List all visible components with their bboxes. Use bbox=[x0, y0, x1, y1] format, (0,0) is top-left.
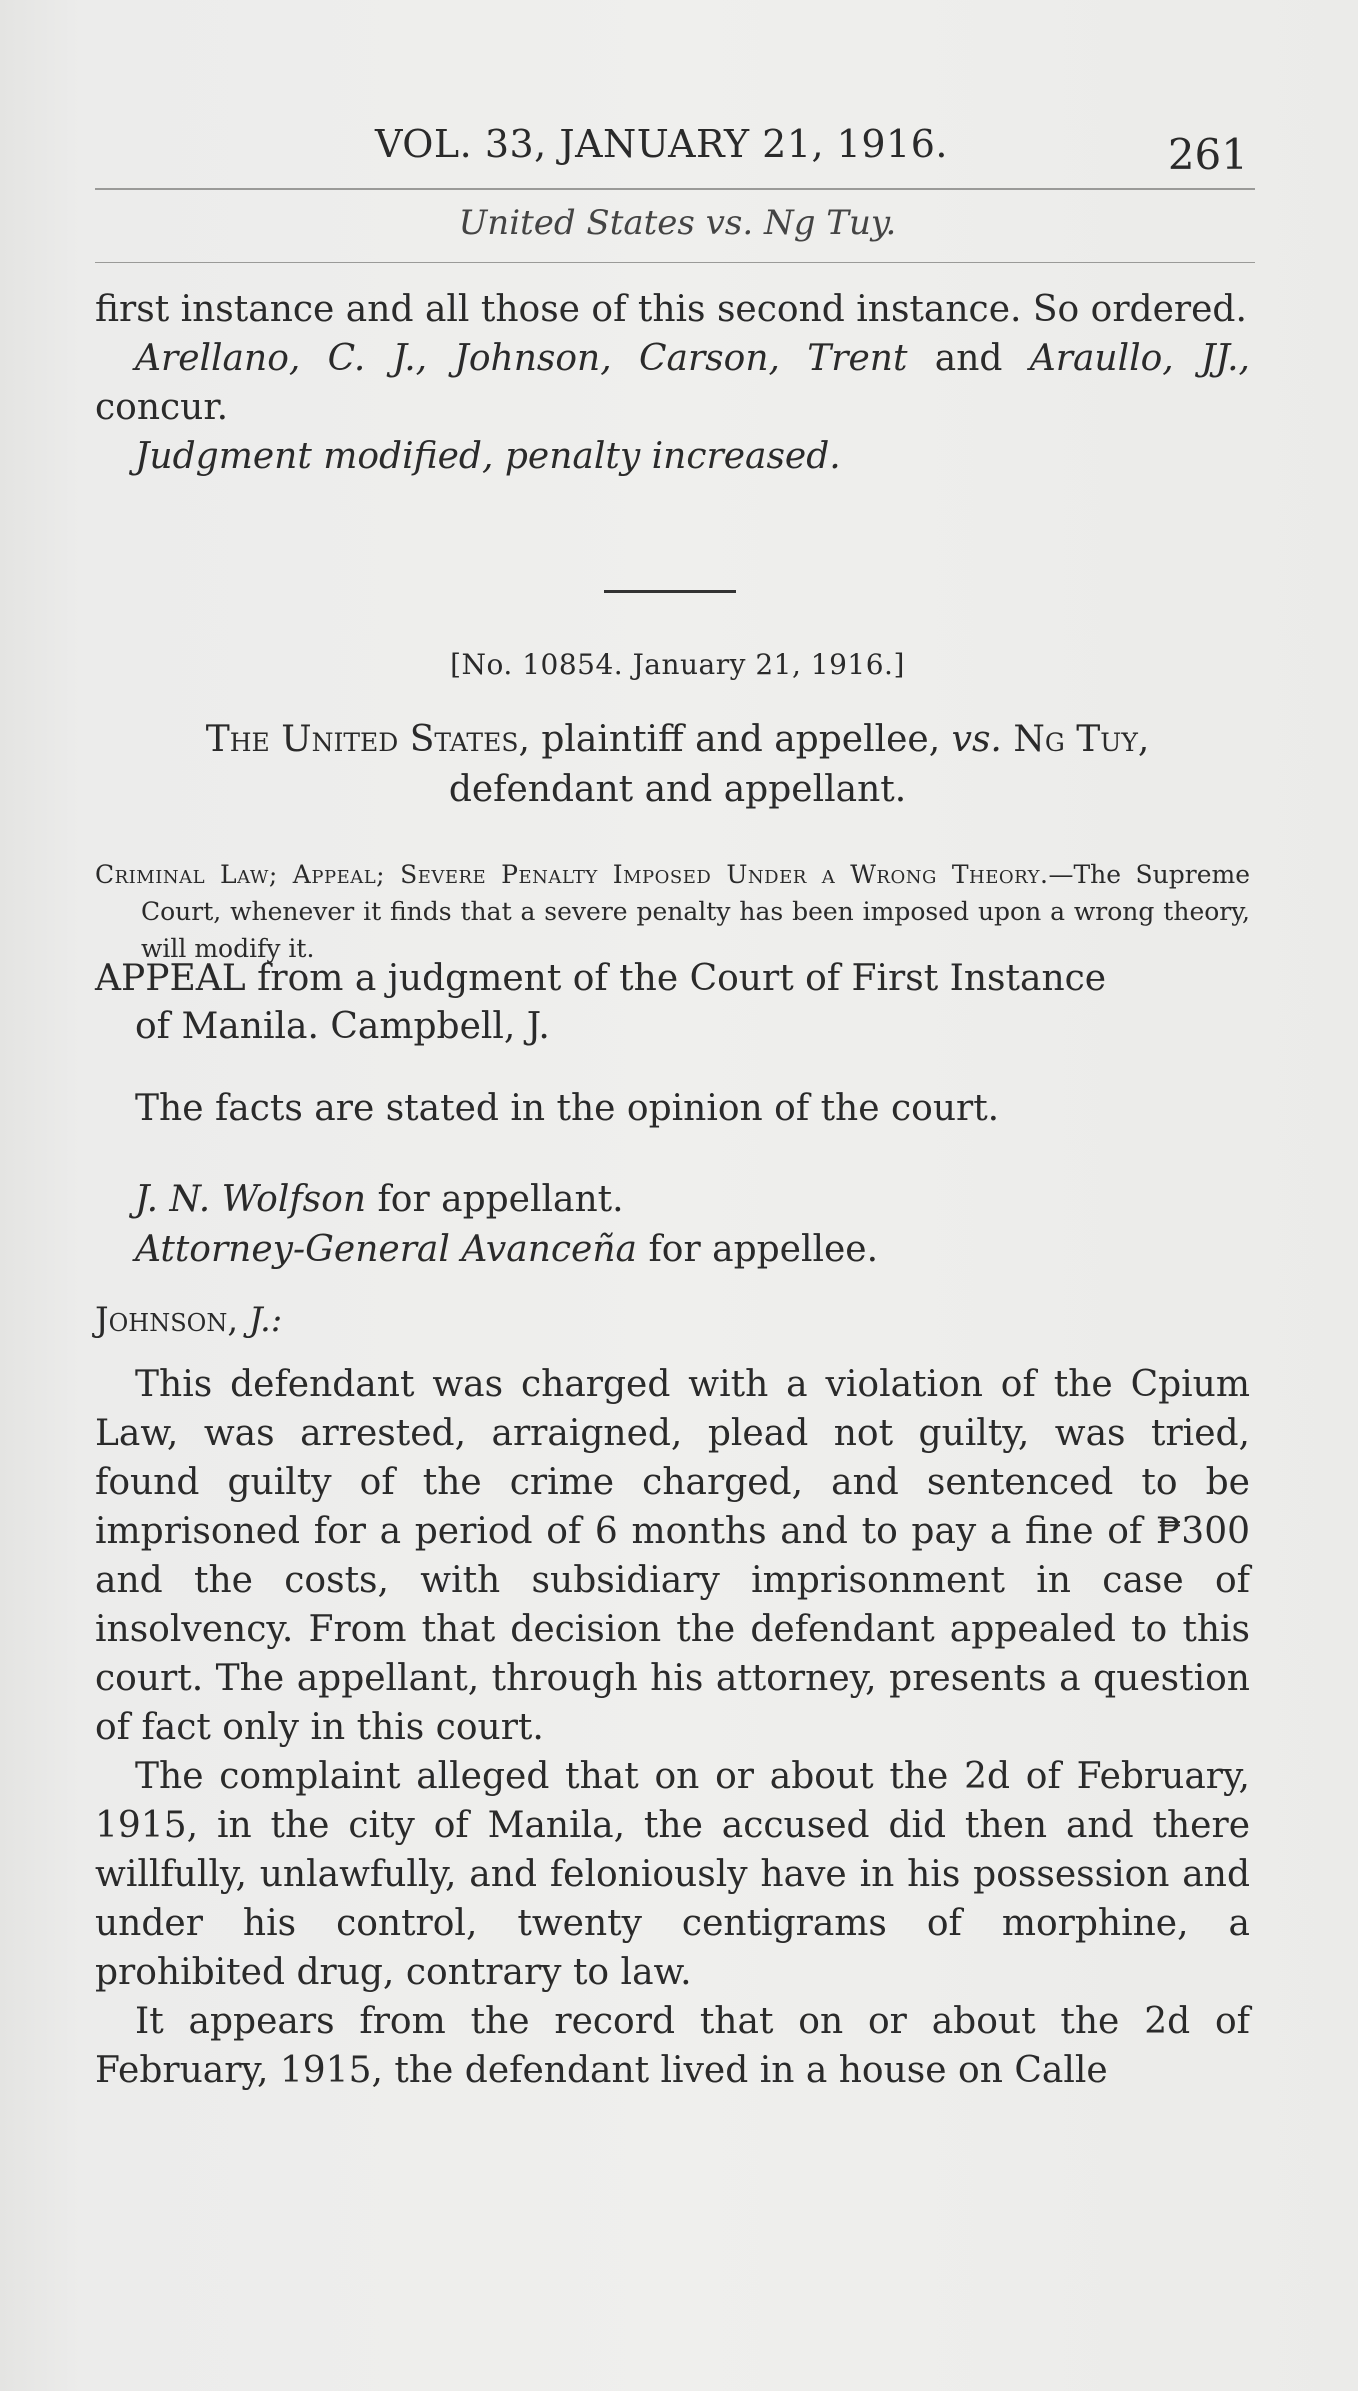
case-running-title: United States vs. Ng Tuy. bbox=[458, 203, 897, 243]
preceding-case-conclusion bbox=[95, 285, 1250, 481]
counsel bbox=[135, 1175, 878, 1275]
header-rule-bottom bbox=[95, 262, 1255, 263]
opinion-paragraph: The complaint alleged that on or about the 2d of February, 1915, in the city of Manila, the accused did then and there willfully, unlawfully, and feloniously have in his possession and under his control, twenty centigrams of morphine, a prohibited drug, contrary to law. bbox=[95, 1756, 1250, 1993]
opinion-author: Johnson, J.: bbox=[95, 1300, 283, 1340]
case-separator-rule bbox=[604, 590, 736, 593]
concurrence-and: and bbox=[934, 338, 1003, 379]
concurring-justices: Arellano, C. J., Johnson, Carson, Trent bbox=[135, 338, 908, 379]
facts-statement: The facts are stated in the opinion of the court. bbox=[135, 1088, 1000, 1129]
caption-line-2: defendant and appellant. bbox=[448, 769, 907, 810]
closing-text: first instance and all those of this second instance. So ordered. bbox=[95, 289, 1247, 330]
opinion-paragraph: This defendant was charged with a violation of the Cpium Law, was arrested, arraigned, plead not guilty, was tried, found guilty of the crime charged, and sentenced to be imprisoned for a period of 6 months and to pay a fine of ₱300 and the costs, with subsidiary imprisonment in case of insolvency. From that decision the defendant appealed to this court. The appellant, through his attorney, presents a question of fact only in this court. bbox=[95, 1364, 1250, 1748]
docket-number: [No. 10854. January 21, 1916.] bbox=[450, 648, 905, 681]
volume-date-title: VOL. 33, JANUARY 21, 1916. bbox=[375, 122, 948, 166]
syllabus bbox=[95, 856, 1250, 967]
opinion-paragraph: It appears from the record that on or about the 2d of February, 1915, the defendant lived in a house on Calle bbox=[95, 2001, 1250, 2091]
counsel-appellant: J. N. Wolfson for appellant. bbox=[135, 1179, 624, 1220]
syllabus-text: —The Supreme Court, whenever it finds that a severe penalty has been imposed upon a wrong theory, will modify it. bbox=[141, 860, 1251, 963]
concurrence-verb: concur. bbox=[95, 387, 229, 428]
concurring-justice-last: Araullo, JJ., bbox=[1029, 338, 1250, 379]
running-head bbox=[95, 118, 1260, 178]
page-number: 261 bbox=[1167, 130, 1248, 179]
appeal-statement: APPEAL from a judgment of the Court of First Instance of Manila. Campbell, J. bbox=[95, 958, 1107, 1047]
syllabus-heading: Criminal Law; Appeal; Severe Penalty Imposed Under a Wrong Theory. bbox=[95, 860, 1049, 889]
header-rule-top bbox=[95, 188, 1255, 190]
caption-line-1: The United States, plaintiff and appellee, vs. Ng Tuy, bbox=[205, 719, 1150, 760]
counsel-appellee: Attorney-General Avanceña for appellee. bbox=[135, 1229, 879, 1270]
concurrence bbox=[95, 334, 1250, 432]
opinion-body bbox=[95, 1360, 1250, 2095]
case-caption bbox=[95, 715, 1260, 815]
disposition: Judgment modified, penalty increased. bbox=[135, 436, 841, 477]
